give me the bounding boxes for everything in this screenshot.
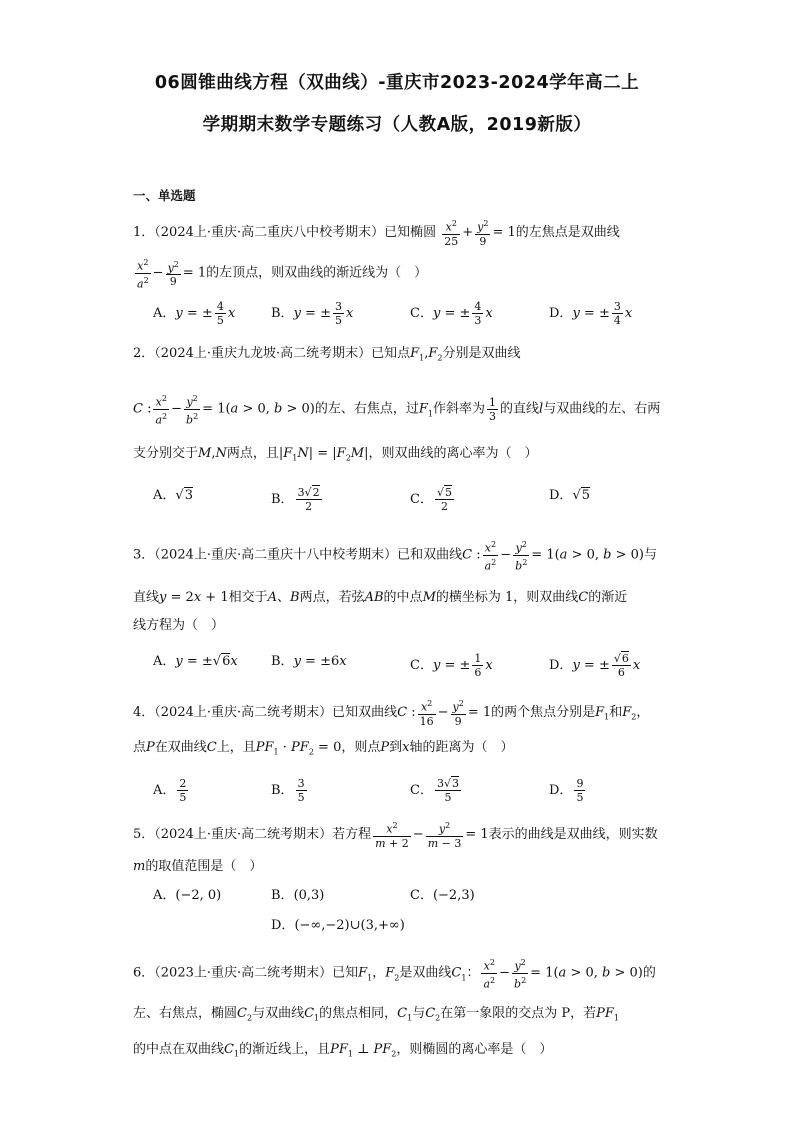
question-5-line1: 5．（2024上·重庆·高二统考期末）若方程 $\frac{x^2}{m + 2}$ − $\frac{y^2}{m - 3}$ = 1表示的曲线是双曲线，则实数 (133, 821, 658, 850)
question-5-option-d[interactable]: D．(−∞,−2)∪(3,+∞) (271, 918, 405, 933)
question-2-option-d[interactable]: D．√5 (549, 488, 591, 503)
question-3-option-d[interactable]: D．y = ± $\frac{√6}{6}$ x (549, 652, 641, 679)
question-2-option-b[interactable]: B． $\frac{3√2}{2}$ (271, 486, 320, 513)
section-title: 一、单选题 (133, 188, 196, 203)
question-6-line1: 6．（2023上·重庆·高二统考期末）已知$F_1$，$F_2$是双曲线$C_1$： $\frac{x^2}{a^2}$ − $\frac{y^2}{b^2}$ = 1(a > 0, b > 0)的 (133, 958, 656, 991)
question-5-option-c[interactable]: C．(−2,3) (410, 888, 475, 903)
question-1-option-d[interactable]: D．y = ± $\frac{3}{4}$ x (549, 300, 633, 327)
question-2-line3: 支分别交于M,N两点，且$|F_1N| = |F_2M|$，则双曲线的离心率为（ ） (133, 446, 538, 463)
question-2-option-a[interactable]: A．√3 (153, 488, 193, 503)
question-1-option-a[interactable]: A．y = ± $\frac{4}{5}$ x (153, 300, 236, 327)
question-6-line2: 左、右焦点，椭圆$C_2$与双曲线$C_1$的焦点相同，$C_1$与$C_2$在第一象限的交点为 P，若$PF_1$ (133, 1006, 620, 1023)
document-title-line1: 06圆锥曲线方程（双曲线）-重庆市2023-2024学年高二上 (154, 73, 640, 93)
question-5-option-a[interactable]: A．(−2, 0) (153, 888, 222, 903)
question-1-option-c[interactable]: C．y = ± $\frac{4}{3}$ x (410, 300, 493, 327)
question-3-line2: 直线y = 2x + 1相交于A、B两点，若弦AB的中点M的横坐标为 1，则双曲线C的渐近 (133, 590, 628, 605)
question-4-line2: 点P在双曲线C上，且$PF_1 \cdot PF_2 = 0$，则点P到x轴的距离为（ ） (133, 740, 514, 757)
document-title-line2: 学期期末数学专题练习（人教A版，2019新版） (202, 115, 592, 135)
question-1-line2: $\frac{x^2}{a^2}$ − $\frac{y^2}{9}$ = 1的左顶点，则双曲线的渐近线为（ ） (137, 258, 428, 291)
question-1-line1: 1．（2024上·重庆·高二重庆八中校考期末）已知椭圆 $\frac{x^2}{25}$ + $\frac{y^2}{9}$ = 1的左焦点是双曲线 (133, 219, 620, 248)
question-4-option-b[interactable]: B． $\frac{3}{5}$ (271, 777, 305, 804)
question-4-option-c[interactable]: C． $\frac{3√3}{5}$ (410, 777, 459, 804)
question-4-option-a[interactable]: A． $\frac{2}{5}$ (153, 777, 187, 804)
question-3-line3: 线方程为（ ） (133, 618, 225, 633)
question-4-option-d[interactable]: D． $\frac{9}{5}$ (549, 777, 584, 804)
question-1-option-b[interactable]: B．y = ± $\frac{3}{5}$ x (271, 300, 354, 327)
question-6-line3: 的中点在双曲线$C_1$的渐近线上，且$PF_1$ ⊥ $PF_2$，则椭圆的离心率是（ ） (133, 1042, 553, 1059)
question-3-option-c[interactable]: C．y = ± $\frac{1}{6}$ x (410, 652, 493, 679)
question-2-line1: 2．（2024上·重庆九龙坡·高二统考期末）已知点$F_1,F_2$分别是双曲线 (133, 346, 521, 363)
question-4-line1: 4．（2024上·重庆·高二统考期末）已知双曲线C : $\frac{x^2}{16}$ − $\frac{y^2}{9}$ = 1的两个焦点分别是$F_1$和$F_2$， (133, 699, 650, 728)
question-2-line2: C : $\frac{x^2}{a^2}$ − $\frac{y^2}{b^2}$ = 1(a > 0, b > 0)的左、右焦点，过$F_1$作斜率为 $\frac{1}{3}$ 的直线l与双曲线的左、右两 (133, 394, 661, 427)
question-3-line1: 3．（2024上·重庆·高二重庆十八中校考期末）已和双曲线C : $\frac{x^2}{a^2}$ − $\frac{y^2}{b^2}$ = 1(a > 0, b > 0)与 (133, 540, 657, 573)
question-3-option-a[interactable]: A．y = ±√6x (153, 654, 238, 669)
question-5-line2: m的取值范围是（ ） (133, 859, 263, 874)
question-5-option-b[interactable]: B．(0,3) (271, 888, 325, 903)
question-3-option-b[interactable]: B．y = ±6x (271, 654, 347, 669)
question-2-option-c[interactable]: C． $\frac{√5}{2}$ (410, 486, 452, 513)
